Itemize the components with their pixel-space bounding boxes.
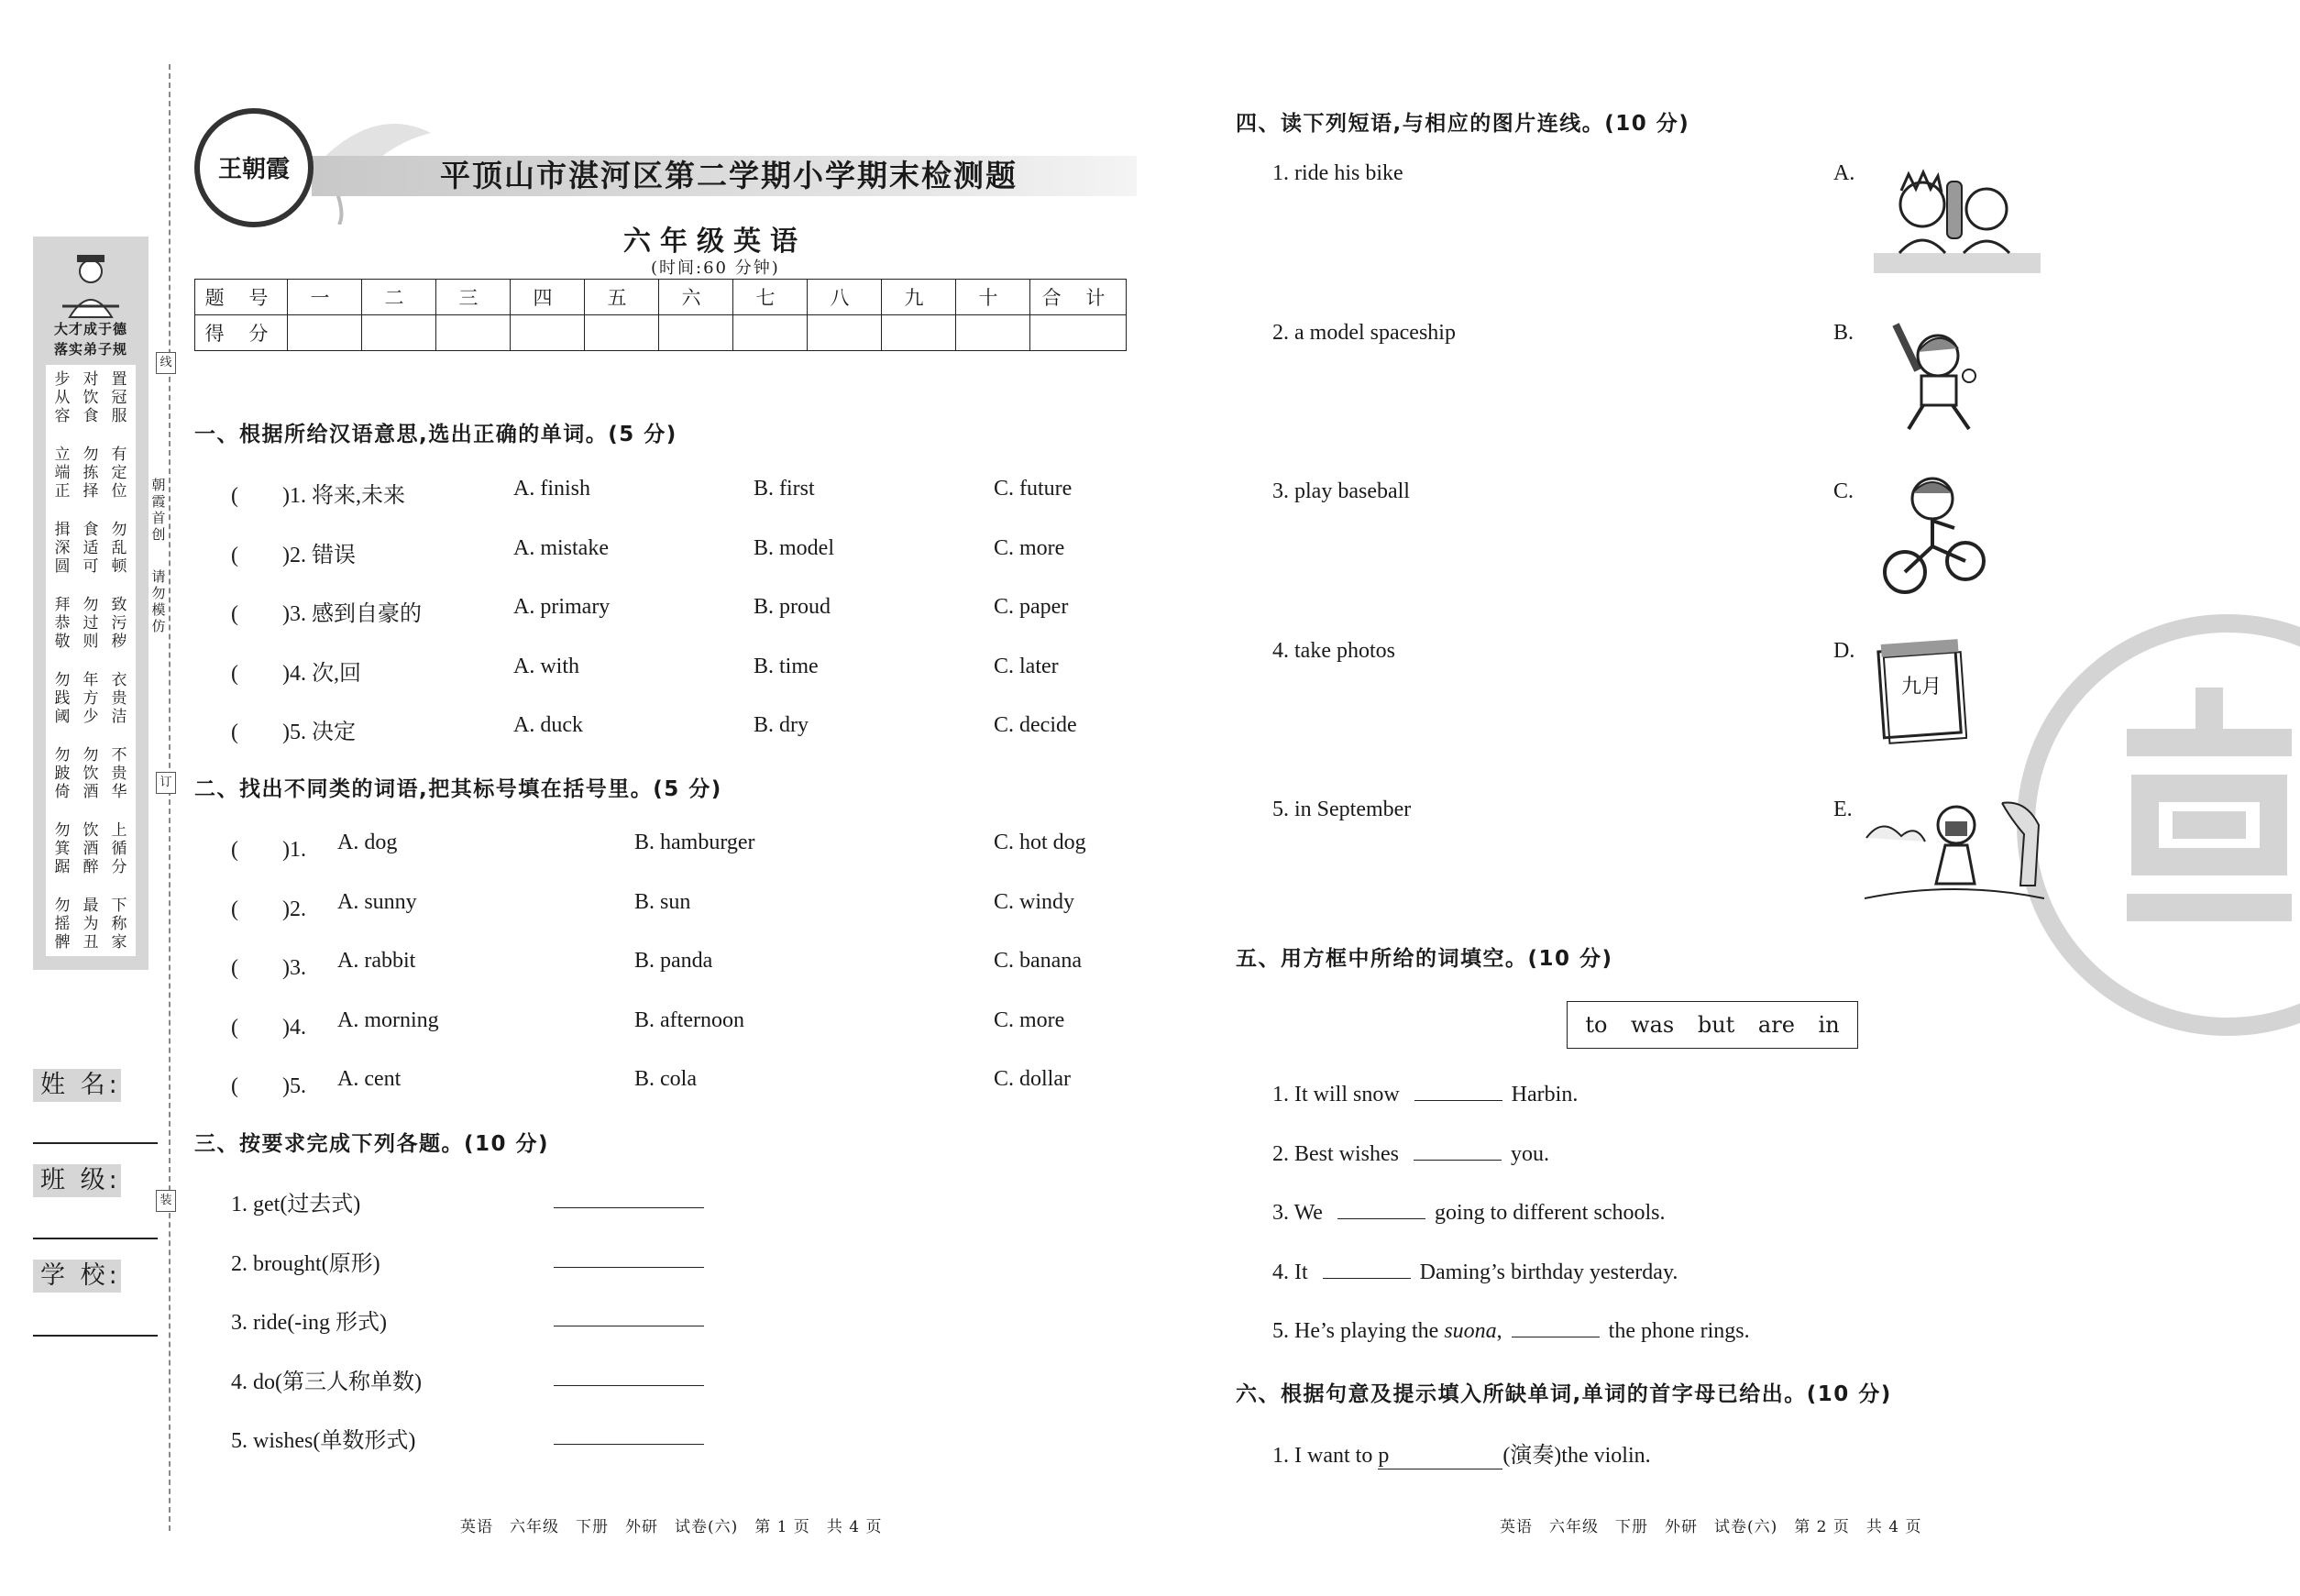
rule-char: 位 bbox=[111, 482, 127, 501]
score-col: 六 bbox=[659, 280, 733, 315]
rule-block bbox=[51, 446, 130, 501]
rule-char: 容 bbox=[54, 407, 71, 425]
rule-char: 上 bbox=[111, 821, 127, 840]
rule-column bbox=[80, 370, 102, 425]
rule-block bbox=[51, 671, 130, 726]
rule-column bbox=[51, 746, 73, 801]
rule-block bbox=[51, 821, 130, 876]
section2-option-b[interactable]: B. afternoon bbox=[634, 1007, 744, 1032]
section2-title: 二、找出不同类的词语,把其标号填在括号里。(5 分) bbox=[194, 777, 722, 801]
section6-item-1-post: (演奏)the violin. bbox=[1502, 1444, 1651, 1468]
section3-answer-line[interactable] bbox=[554, 1207, 704, 1208]
rule-char: 深 bbox=[54, 539, 71, 557]
section5-item-pre: 2. Best wishes bbox=[1272, 1141, 1399, 1166]
section1-option-a[interactable]: A. primary bbox=[513, 595, 611, 619]
rule-char: 跛 bbox=[54, 765, 71, 783]
watermark-seal-icon bbox=[2017, 614, 2300, 1036]
section6-item-1 bbox=[1272, 1436, 1651, 1469]
rule-char: 丑 bbox=[83, 933, 99, 952]
footer-left: 英语 六年级 下册 外研 试卷(六) 第 1 页 共 4 页 bbox=[460, 1518, 883, 1536]
section3-item: 4. do(第三人称单数) bbox=[231, 1370, 422, 1394]
rule-char: 正 bbox=[54, 482, 71, 501]
score-cell[interactable] bbox=[659, 315, 733, 351]
score-col: 七 bbox=[733, 280, 808, 315]
calendar-month-text: 九月 bbox=[1901, 676, 1942, 699]
rule-char: 贵 bbox=[111, 689, 127, 708]
section2-option-c[interactable]: C. hot dog bbox=[994, 831, 1086, 854]
time-note: (时间:60 分钟) bbox=[651, 259, 780, 278]
rule-char: 勿 bbox=[83, 746, 99, 765]
rule-column bbox=[108, 671, 130, 726]
rule-char: 立 bbox=[54, 446, 71, 464]
rule-char: 贵 bbox=[111, 765, 127, 783]
score-cell[interactable] bbox=[362, 315, 436, 351]
exam-title: 平顶山市湛河区第二学期小学期末检测题 bbox=[440, 158, 1018, 193]
cut-mark-bind: 装 bbox=[156, 1190, 176, 1212]
rule-char: 少 bbox=[83, 708, 99, 726]
rule-column bbox=[80, 821, 102, 876]
rule-column bbox=[51, 821, 73, 876]
section1-item-question: ( )3. 感到自豪的 bbox=[231, 602, 422, 626]
rule-column bbox=[51, 521, 73, 576]
score-col: 九 bbox=[882, 280, 956, 315]
rule-char: 有 bbox=[111, 446, 127, 464]
section2-option-b[interactable]: B. cola bbox=[634, 1067, 697, 1091]
section5-item-mid: , bbox=[1496, 1319, 1502, 1343]
section1-item-question: ( )4. 次,回 bbox=[231, 661, 361, 686]
score-col: 八 bbox=[808, 280, 882, 315]
rule-char: 饮 bbox=[83, 389, 99, 407]
school-label: 学 校: bbox=[33, 1260, 121, 1293]
rule-char: 勿 bbox=[54, 671, 71, 689]
section6-item-1-answer[interactable] bbox=[1378, 1444, 1502, 1469]
section4-picture-letter[interactable]: A. bbox=[1833, 161, 1855, 185]
score-col: 五 bbox=[585, 280, 659, 315]
score-col: 三 bbox=[436, 280, 511, 315]
rule-char: 箕 bbox=[54, 840, 71, 858]
section2-option-b[interactable]: B. sun bbox=[634, 889, 691, 914]
rule-char: 勿 bbox=[111, 521, 127, 539]
rule-char: 饮 bbox=[83, 765, 99, 783]
rule-char: 敬 bbox=[54, 633, 71, 651]
rule-char: 醉 bbox=[83, 858, 99, 876]
rule-char: 为 bbox=[83, 915, 99, 933]
rule-char: 最 bbox=[83, 897, 99, 915]
section2-option-c[interactable]: C. dollar bbox=[994, 1067, 1071, 1091]
section2-item-number: ( )2. bbox=[231, 897, 306, 921]
name-input-line[interactable] bbox=[33, 1142, 158, 1144]
score-col: 一 bbox=[288, 280, 362, 315]
section4-picture-letter[interactable]: D. bbox=[1833, 638, 1855, 663]
section1-option-b[interactable]: B. first bbox=[754, 477, 815, 501]
section1-option-b[interactable]: B. dry bbox=[754, 713, 809, 737]
rule-char: 食 bbox=[83, 521, 99, 539]
section3-answer-line[interactable] bbox=[554, 1385, 704, 1386]
section2-item-number: ( )3. bbox=[231, 956, 306, 980]
rule-column bbox=[80, 596, 102, 651]
section2-option-a[interactable]: A. cent bbox=[337, 1067, 402, 1091]
rule-column bbox=[108, 521, 130, 576]
score-cell[interactable] bbox=[733, 315, 808, 351]
class-input-line[interactable] bbox=[33, 1238, 158, 1239]
rule-column bbox=[108, 821, 130, 876]
rule-column bbox=[80, 521, 102, 576]
score-cell[interactable] bbox=[882, 315, 956, 351]
rule-char: 服 bbox=[111, 407, 127, 425]
section6-item-1-pre: 1. I want to bbox=[1272, 1444, 1379, 1468]
section5-answer-blank[interactable] bbox=[1323, 1261, 1411, 1279]
section1-option-c[interactable]: C. more bbox=[994, 535, 1065, 560]
rule-char: 酒 bbox=[83, 840, 99, 858]
brand-logo-icon bbox=[194, 108, 314, 227]
rule-char: 可 bbox=[83, 557, 99, 576]
rule-char: 衣 bbox=[111, 671, 127, 689]
rule-column bbox=[51, 897, 73, 952]
rule-char: 阈 bbox=[54, 708, 71, 726]
rule-column bbox=[80, 446, 102, 501]
rule-char: 揖 bbox=[54, 521, 71, 539]
footer-right: 英语 六年级 下册 外研 试卷(六) 第 2 页 共 4 页 bbox=[1500, 1518, 1922, 1536]
section1-option-c[interactable]: C. later bbox=[994, 654, 1059, 678]
photo-taking-picture-icon bbox=[1865, 798, 2044, 908]
section5-item bbox=[1272, 1201, 1665, 1226]
rule-char: 冠 bbox=[111, 389, 127, 407]
cut-mark-order: 订 bbox=[156, 772, 176, 794]
rule-char: 洁 bbox=[111, 708, 127, 726]
rule-char: 适 bbox=[83, 539, 99, 557]
section4-picture-letter[interactable]: C. bbox=[1833, 479, 1854, 503]
rule-char: 定 bbox=[111, 464, 127, 482]
rule-char: 择 bbox=[83, 482, 99, 501]
section1-option-a[interactable]: A. duck bbox=[513, 713, 583, 737]
rule-char: 下 bbox=[111, 897, 127, 915]
section5-item-pre: 5. He’s playing the bbox=[1272, 1319, 1445, 1343]
section3-item: 1. get(过去式) bbox=[231, 1193, 361, 1216]
rule-char: 步 bbox=[54, 370, 71, 389]
section3-answer-line[interactable] bbox=[554, 1444, 704, 1445]
rule-char: 拣 bbox=[83, 464, 99, 482]
rule-char: 循 bbox=[111, 840, 127, 858]
section1-option-b[interactable]: B. model bbox=[754, 535, 834, 560]
rule-block bbox=[51, 521, 130, 576]
section4-title: 四、读下列短语,与相应的图片连线。(10 分) bbox=[1236, 112, 1690, 136]
rule-column bbox=[80, 671, 102, 726]
score-table-header-row bbox=[195, 280, 1127, 315]
score-header-label: 题 号 bbox=[195, 280, 288, 315]
rule-char: 圆 bbox=[54, 557, 71, 576]
section3-item: 2. brought(原形) bbox=[231, 1251, 380, 1276]
rule-char: 年 bbox=[83, 671, 99, 689]
section1-item-question: ( )1. 将来,未来 bbox=[231, 484, 405, 508]
rule-char: 华 bbox=[111, 783, 127, 801]
rule-char: 乱 bbox=[111, 539, 127, 557]
calendar-picture-icon bbox=[1872, 636, 1967, 744]
rule-column bbox=[51, 671, 73, 726]
section1-option-c[interactable]: C. paper bbox=[994, 595, 1069, 619]
section3-item: 5. wishes(单数形式) bbox=[231, 1429, 416, 1453]
section5-item-pre: 3. We bbox=[1272, 1201, 1323, 1225]
rule-block bbox=[51, 596, 130, 651]
rule-column bbox=[108, 897, 130, 952]
rule-char: 勿 bbox=[54, 821, 71, 840]
rule-char: 致 bbox=[111, 596, 127, 614]
rule-column bbox=[80, 897, 102, 952]
section2-option-c[interactable]: C. more bbox=[994, 1007, 1065, 1032]
section4-phrase[interactable]: 3. play baseball bbox=[1272, 479, 1410, 503]
rule-column bbox=[51, 370, 73, 425]
section4-phrase[interactable]: 4. take photos bbox=[1272, 638, 1395, 663]
section4-phrase[interactable]: 2. a model spaceship bbox=[1272, 320, 1456, 345]
rule-char: 端 bbox=[54, 464, 71, 482]
score-col: 十 bbox=[956, 280, 1030, 315]
score-cell[interactable] bbox=[511, 315, 585, 351]
section5-answer-blank[interactable] bbox=[1337, 1202, 1425, 1219]
rule-char: 勿 bbox=[83, 596, 99, 614]
cut-mark-line: 线 bbox=[156, 352, 176, 374]
rule-char: 则 bbox=[83, 633, 99, 651]
rule-char: 分 bbox=[111, 858, 127, 876]
section2-option-a[interactable]: A. morning bbox=[337, 1007, 439, 1032]
section5-answer-blank[interactable] bbox=[1414, 1084, 1502, 1101]
section3-title: 三、按要求完成下列各题。(10 分) bbox=[194, 1132, 550, 1156]
rule-char: 对 bbox=[83, 370, 99, 389]
sidebar-rules-panel bbox=[33, 237, 149, 970]
section4-picture-letter[interactable]: B. bbox=[1833, 320, 1854, 345]
rule-column bbox=[108, 596, 130, 651]
rule-char: 称 bbox=[111, 915, 127, 933]
section2-option-a[interactable]: A. dog bbox=[337, 831, 398, 854]
section4-phrase[interactable]: 1. ride his bike bbox=[1272, 161, 1403, 185]
section5-item bbox=[1272, 1260, 1678, 1285]
rule-char: 勿 bbox=[83, 446, 99, 464]
section5-item-post: Harbin. bbox=[1511, 1083, 1579, 1106]
rule-block bbox=[51, 746, 130, 801]
bike-rider-picture-icon bbox=[1881, 469, 1991, 598]
section1-option-b[interactable]: B. time bbox=[754, 654, 819, 678]
section6-title: 六、根据句意及提示填入所缺单词,单词的首字母已给出。(10 分) bbox=[1236, 1382, 1892, 1406]
rules-list bbox=[46, 365, 136, 956]
section1-item-question: ( )5. 决定 bbox=[231, 721, 356, 744]
class-label: 班 级: bbox=[33, 1164, 121, 1197]
section2-option-a[interactable]: A. rabbit bbox=[337, 949, 416, 973]
exam-subtitle: 六年级英语 bbox=[623, 226, 807, 258]
rule-column bbox=[51, 596, 73, 651]
section2-option-b[interactable]: B. panda bbox=[634, 949, 713, 973]
section1-option-a[interactable]: A. mistake bbox=[513, 535, 609, 560]
rule-char: 倚 bbox=[54, 783, 71, 801]
rule-char: 不 bbox=[111, 746, 127, 765]
score-col: 四 bbox=[511, 280, 585, 315]
rule-column bbox=[51, 446, 73, 501]
section5-item-post: going to different schools. bbox=[1434, 1201, 1666, 1225]
rule-char: 恭 bbox=[54, 614, 71, 633]
section5-answer-blank[interactable] bbox=[1512, 1320, 1600, 1337]
score-cell[interactable] bbox=[436, 315, 511, 351]
rule-column bbox=[108, 746, 130, 801]
rule-char: 污 bbox=[111, 614, 127, 633]
score-col: 二 bbox=[362, 280, 436, 315]
rule-char: 踞 bbox=[54, 858, 71, 876]
section2-option-c[interactable]: C. banana bbox=[994, 949, 1082, 973]
rule-char: 秽 bbox=[111, 633, 127, 651]
section5-item-pre: 1. It will snow bbox=[1272, 1083, 1400, 1106]
section2-item-number: ( )4. bbox=[231, 1015, 306, 1040]
rule-char: 方 bbox=[83, 689, 99, 708]
score-total-label: 合 计 bbox=[1030, 280, 1127, 315]
section5-title: 五、用方框中所给的词填空。(10 分) bbox=[1236, 947, 1613, 971]
binding-dashed-line bbox=[169, 64, 171, 1531]
rule-char: 家 bbox=[111, 933, 127, 952]
section1-option-c[interactable]: C. future bbox=[994, 477, 1073, 501]
rule-column bbox=[108, 446, 130, 501]
brand-logo-text: 王朝霞 bbox=[217, 156, 290, 183]
rule-grid bbox=[51, 370, 130, 972]
section1-option-a[interactable]: A. finish bbox=[513, 477, 590, 501]
score-row-label: 得 分 bbox=[195, 315, 288, 351]
section5-item bbox=[1272, 1142, 1549, 1167]
section4-picture-letter[interactable]: E. bbox=[1833, 798, 1853, 821]
section5-item-pre: 4. It bbox=[1272, 1260, 1308, 1284]
rule-char: 从 bbox=[54, 389, 71, 407]
section5-item bbox=[1272, 1083, 1578, 1107]
rule-char: 拜 bbox=[54, 596, 71, 614]
rule-char: 饮 bbox=[83, 821, 99, 840]
section1-item-question: ( )2. 错误 bbox=[231, 543, 356, 567]
rule-char: 勿 bbox=[54, 897, 71, 915]
section2-item-number: ( )1. bbox=[231, 838, 306, 862]
section1-option-b[interactable]: B. proud bbox=[754, 595, 831, 619]
rule-char: 食 bbox=[83, 407, 99, 425]
section5-answer-blank[interactable] bbox=[1414, 1143, 1502, 1161]
score-cell[interactable] bbox=[956, 315, 1030, 351]
section4-phrase[interactable]: 5. in September bbox=[1272, 798, 1412, 821]
rule-block bbox=[51, 370, 130, 425]
rule-column bbox=[80, 746, 102, 801]
kids-model-picture-icon bbox=[1872, 163, 2042, 275]
rule-char: 髀 bbox=[54, 933, 71, 952]
section1-title: 一、根据所给汉语意思,选出正确的单词。(5 分) bbox=[194, 423, 677, 446]
motto-line-1: 大才成于德 bbox=[53, 321, 127, 337]
section6-item-1-letter: p bbox=[1378, 1444, 1390, 1468]
section1-option-c[interactable]: C. decide bbox=[994, 713, 1077, 737]
word-bank-box: to was but are in bbox=[1567, 1001, 1858, 1049]
section1-option-a[interactable]: A. with bbox=[513, 654, 579, 678]
rule-column bbox=[108, 370, 130, 425]
section5-item-post: Daming’s birthday yesterday. bbox=[1419, 1260, 1678, 1284]
score-cell[interactable] bbox=[808, 315, 882, 351]
vertical-note-2: 请勿模仿 bbox=[151, 568, 166, 634]
rule-block bbox=[51, 897, 130, 952]
score-total-cell[interactable] bbox=[1030, 315, 1127, 351]
section5-item-italic: suona bbox=[1444, 1319, 1497, 1343]
section5-item bbox=[1272, 1319, 1750, 1344]
vertical-note-1: 朝霞首创 bbox=[151, 477, 166, 543]
baseball-player-picture-icon bbox=[1881, 315, 1982, 435]
rule-char: 践 bbox=[54, 689, 71, 708]
section2-item-number: ( )5. bbox=[231, 1074, 306, 1098]
motto-line-2: 落实弟子规 bbox=[53, 341, 127, 358]
score-table-score-row bbox=[195, 315, 1127, 351]
scholar-icon bbox=[59, 248, 123, 321]
section2-option-b[interactable]: B. hamburger bbox=[634, 831, 755, 854]
rule-char: 勿 bbox=[54, 746, 71, 765]
section2-option-a[interactable]: A. sunny bbox=[337, 889, 417, 914]
section2-option-c[interactable]: C. windy bbox=[994, 889, 1075, 914]
school-input-line[interactable] bbox=[33, 1335, 158, 1337]
score-cell[interactable] bbox=[585, 315, 659, 351]
watermark-glyph-icon bbox=[2072, 669, 2300, 944]
section5-item-post: the phone rings. bbox=[1608, 1319, 1750, 1343]
rule-char: 过 bbox=[83, 614, 99, 633]
score-table bbox=[194, 279, 1127, 351]
rule-char: 顿 bbox=[111, 557, 127, 576]
section5-item-post: you. bbox=[1511, 1141, 1549, 1166]
rule-char: 置 bbox=[111, 370, 127, 389]
score-cell[interactable] bbox=[288, 315, 362, 351]
section3-answer-line[interactable] bbox=[554, 1267, 704, 1268]
rule-char: 摇 bbox=[54, 915, 71, 933]
name-label: 姓 名: bbox=[33, 1069, 121, 1102]
section3-item: 3. ride(-ing 形式) bbox=[231, 1311, 387, 1335]
rule-char: 酒 bbox=[83, 783, 99, 801]
